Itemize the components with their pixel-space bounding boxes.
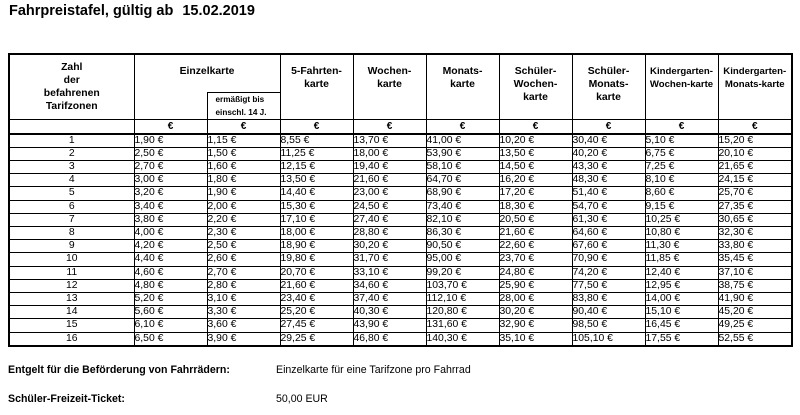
price-cell: 19,80 € <box>280 253 353 266</box>
footer-freizeit-value: 50,00 EUR <box>276 393 328 405</box>
price-cell: 20,70 € <box>280 266 353 279</box>
price-cell: 17,10 € <box>280 213 353 226</box>
price-cell: 70,90 € <box>572 253 645 266</box>
price-cell: 3,00 € <box>134 174 207 187</box>
price-cell: 73,40 € <box>426 200 499 213</box>
header-5-fahrtenkarte-text: 5-Fahrten-karte <box>291 66 342 90</box>
price-cell: 7,25 € <box>645 160 718 173</box>
price-cell: 27,40 € <box>353 213 426 226</box>
table-row <box>9 253 792 266</box>
header-einzelkarte-blank <box>134 92 207 119</box>
price-cell: 8,60 € <box>645 187 718 200</box>
price-cell: 33,10 € <box>353 266 426 279</box>
price-cell: 54,70 € <box>572 200 645 213</box>
zone-cell: 12 <box>9 279 134 292</box>
price-cell: 24,15 € <box>718 174 792 187</box>
zone-cell: 1 <box>9 134 134 148</box>
price-cell: 11,30 € <box>645 240 718 253</box>
price-cell: 51,40 € <box>572 187 645 200</box>
zone-cell: 2 <box>9 147 134 160</box>
price-cell: 30,40 € <box>572 134 645 148</box>
price-cell: 3,30 € <box>207 306 280 319</box>
price-cell: 24,50 € <box>353 200 426 213</box>
price-cell: 5,60 € <box>134 306 207 319</box>
table-row <box>9 200 792 213</box>
header-wochenkarte <box>353 54 426 119</box>
currency-cell: € <box>280 119 353 134</box>
price-cell: 31,70 € <box>353 253 426 266</box>
price-cell: 18,00 € <box>353 147 426 160</box>
price-cell: 34,60 € <box>353 279 426 292</box>
price-cell: 20,50 € <box>499 213 572 226</box>
price-cell: 33,80 € <box>718 240 792 253</box>
price-cell: 4,20 € <box>134 240 207 253</box>
currency-cell: € <box>718 119 792 134</box>
price-cell: 43,30 € <box>572 160 645 173</box>
price-cell: 90,40 € <box>572 306 645 319</box>
price-cell: 5,10 € <box>645 134 718 148</box>
price-cell: 82,10 € <box>426 213 499 226</box>
price-cell: 21,60 € <box>280 279 353 292</box>
price-cell: 4,80 € <box>134 279 207 292</box>
price-cell: 103,70 € <box>426 279 499 292</box>
price-cell: 2,50 € <box>134 147 207 160</box>
zone-cell: 3 <box>9 160 134 173</box>
price-cell: 10,80 € <box>645 226 718 239</box>
price-cell: 40,30 € <box>353 306 426 319</box>
price-cell: 20,10 € <box>718 147 792 160</box>
header-zones-line2: der <box>63 74 80 86</box>
price-cell: 67,60 € <box>572 240 645 253</box>
currency-cell: € <box>426 119 499 134</box>
price-cell: 35,10 € <box>499 332 572 346</box>
price-cell: 6,10 € <box>134 319 207 332</box>
price-cell: 3,40 € <box>134 200 207 213</box>
price-cell: 15,10 € <box>645 306 718 319</box>
price-cell: 2,60 € <box>207 253 280 266</box>
price-cell: 19,40 € <box>353 160 426 173</box>
zone-cell: 5 <box>9 187 134 200</box>
currency-cell: € <box>572 119 645 134</box>
header-zones-line1: Zahl <box>61 61 83 73</box>
table-row <box>9 292 792 305</box>
price-cell: 15,20 € <box>718 134 792 148</box>
price-cell: 86,30 € <box>426 226 499 239</box>
price-cell: 28,80 € <box>353 226 426 239</box>
table-row <box>9 226 792 239</box>
price-cell: 3,20 € <box>134 187 207 200</box>
currency-zone-blank <box>9 119 134 134</box>
zone-cell: 15 <box>9 319 134 332</box>
price-cell: 18,30 € <box>499 200 572 213</box>
footer-fahrrad-value: Einzelkarte für eine Tarifzone pro Fahrrad <box>276 364 471 376</box>
price-cell: 53,90 € <box>426 147 499 160</box>
price-cell: 2,50 € <box>207 240 280 253</box>
zone-cell: 9 <box>9 240 134 253</box>
currency-cell: € <box>499 119 572 134</box>
price-cell: 83,80 € <box>572 292 645 305</box>
price-cell: 74,20 € <box>572 266 645 279</box>
price-cell: 14,40 € <box>280 187 353 200</box>
price-cell: 12,40 € <box>645 266 718 279</box>
price-cell: 41,00 € <box>426 134 499 148</box>
price-cell: 15,30 € <box>280 200 353 213</box>
header-schueler-wochenkarte-text: Schüler-Wochen-karte <box>513 66 558 103</box>
price-cell: 21,60 € <box>499 226 572 239</box>
price-cell: 10,20 € <box>499 134 572 148</box>
zone-cell: 8 <box>9 226 134 239</box>
price-cell: 21,65 € <box>718 160 792 173</box>
price-cell: 4,00 € <box>134 226 207 239</box>
price-cell: 18,00 € <box>280 226 353 239</box>
currency-row <box>9 119 792 134</box>
footer-freizeit-label: Schüler-Freizeit-Ticket: <box>8 393 125 405</box>
price-cell: 131,60 € <box>426 319 499 332</box>
price-cell: 2,80 € <box>207 279 280 292</box>
price-cell: 64,70 € <box>426 174 499 187</box>
price-cell: 99,20 € <box>426 266 499 279</box>
header-einzelkarte: Einzelkarte <box>134 54 280 92</box>
price-cell: 6,75 € <box>645 147 718 160</box>
price-cell: 1,90 € <box>134 134 207 148</box>
price-cell: 35,45 € <box>718 253 792 266</box>
price-cell: 28,00 € <box>499 292 572 305</box>
currency-cell: € <box>645 119 718 134</box>
zone-cell: 16 <box>9 332 134 346</box>
price-cell: 1,50 € <box>207 147 280 160</box>
price-cell: 3,80 € <box>134 213 207 226</box>
price-cell: 22,60 € <box>499 240 572 253</box>
table-row <box>9 160 792 173</box>
header-schueler-monatskarte-text: Schüler-Monats-karte <box>587 66 630 103</box>
fare-table <box>8 53 793 347</box>
table-row <box>9 147 792 160</box>
price-cell: 98,50 € <box>572 319 645 332</box>
price-cell: 27,45 € <box>280 319 353 332</box>
zone-cell: 6 <box>9 200 134 213</box>
price-cell: 2,70 € <box>207 266 280 279</box>
header-schueler-monatskarte <box>572 54 645 119</box>
table-row <box>9 332 792 346</box>
price-cell: 32,30 € <box>718 226 792 239</box>
price-cell: 41,90 € <box>718 292 792 305</box>
price-cell: 13,70 € <box>353 134 426 148</box>
price-cell: 4,40 € <box>134 253 207 266</box>
price-cell: 32,90 € <box>499 319 572 332</box>
price-cell: 25,20 € <box>280 306 353 319</box>
price-cell: 9,15 € <box>645 200 718 213</box>
price-cell: 27,35 € <box>718 200 792 213</box>
header-monatskarte <box>426 54 499 119</box>
price-cell: 40,20 € <box>572 147 645 160</box>
table-row <box>9 134 792 148</box>
table-row <box>9 306 792 319</box>
price-cell: 77,50 € <box>572 279 645 292</box>
title-text: Fahrpreistafel, gültig ab <box>9 3 174 19</box>
price-cell: 105,10 € <box>572 332 645 346</box>
price-cell: 58,10 € <box>426 160 499 173</box>
zone-cell: 11 <box>9 266 134 279</box>
table-row <box>9 319 792 332</box>
price-cell: 30,65 € <box>718 213 792 226</box>
price-cell: 8,10 € <box>645 174 718 187</box>
price-cell: 30,20 € <box>499 306 572 319</box>
price-cell: 2,70 € <box>134 160 207 173</box>
price-cell: 8,55 € <box>280 134 353 148</box>
price-cell: 37,10 € <box>718 266 792 279</box>
price-cell: 13,50 € <box>280 174 353 187</box>
price-cell: 95,00 € <box>426 253 499 266</box>
price-cell: 14,00 € <box>645 292 718 305</box>
price-cell: 18,90 € <box>280 240 353 253</box>
price-cell: 43,90 € <box>353 319 426 332</box>
price-cell: 25,90 € <box>499 279 572 292</box>
price-cell: 2,20 € <box>207 213 280 226</box>
title-date: 15.02.2019 <box>182 3 255 19</box>
header-zones-line3: befahrenen <box>43 87 100 99</box>
price-cell: 61,30 € <box>572 213 645 226</box>
header-schueler-wochenkarte <box>499 54 572 119</box>
price-cell: 11,85 € <box>645 253 718 266</box>
price-cell: 37,40 € <box>353 292 426 305</box>
header-ermaessigt-text: ermäßigt bis einschl. 14 J. <box>215 94 267 117</box>
price-cell: 12,95 € <box>645 279 718 292</box>
zone-cell: 13 <box>9 292 134 305</box>
price-cell: 90,50 € <box>426 240 499 253</box>
header-kindergarten-wochenkarte-text: Kindergarten-Wochen-karte <box>649 66 714 90</box>
price-cell: 4,60 € <box>134 266 207 279</box>
footer-fahrrad-label: Entgelt für die Beförderung von Fahrrädern: <box>8 364 230 376</box>
price-cell: 52,55 € <box>718 332 792 346</box>
price-cell: 30,20 € <box>353 240 426 253</box>
price-cell: 29,25 € <box>280 332 353 346</box>
price-cell: 45,20 € <box>718 306 792 319</box>
currency-cell: € <box>134 119 207 134</box>
price-cell: 64,60 € <box>572 226 645 239</box>
header-zones <box>9 54 134 119</box>
price-cell: 16,45 € <box>645 319 718 332</box>
price-cell: 1,15 € <box>207 134 280 148</box>
table-row <box>9 187 792 200</box>
price-cell: 24,80 € <box>499 266 572 279</box>
table-row <box>9 279 792 292</box>
price-cell: 46,80 € <box>353 332 426 346</box>
price-cell: 1,90 € <box>207 187 280 200</box>
price-cell: 49,25 € <box>718 319 792 332</box>
price-cell: 2,30 € <box>207 226 280 239</box>
zone-cell: 10 <box>9 253 134 266</box>
currency-cell: € <box>353 119 426 134</box>
price-cell: 3,90 € <box>207 332 280 346</box>
header-monatskarte-text: Monats-karte <box>442 66 483 90</box>
price-cell: 12,15 € <box>280 160 353 173</box>
price-cell: 38,75 € <box>718 279 792 292</box>
price-cell: 6,50 € <box>134 332 207 346</box>
price-cell: 48,30 € <box>572 174 645 187</box>
price-cell: 13,50 € <box>499 147 572 160</box>
page-title <box>9 3 255 19</box>
header-5-fahrtenkarte <box>280 54 353 119</box>
price-cell: 23,00 € <box>353 187 426 200</box>
header-kindergarten-monatskarte <box>718 54 792 119</box>
price-cell: 14,50 € <box>499 160 572 173</box>
price-cell: 2,00 € <box>207 200 280 213</box>
header-kindergarten-monatskarte-text: Kindergarten-Monats-karte <box>723 66 787 90</box>
table-row <box>9 174 792 187</box>
table-row <box>9 213 792 226</box>
price-cell: 140,30 € <box>426 332 499 346</box>
price-cell: 1,80 € <box>207 174 280 187</box>
price-cell: 23,70 € <box>499 253 572 266</box>
price-cell: 23,40 € <box>280 292 353 305</box>
header-zones-line4: Tarifzonen <box>45 100 98 112</box>
price-cell: 10,25 € <box>645 213 718 226</box>
table-row <box>9 240 792 253</box>
price-cell: 25,70 € <box>718 187 792 200</box>
price-cell: 1,60 € <box>207 160 280 173</box>
fare-table-body <box>9 134 792 346</box>
price-cell: 3,60 € <box>207 319 280 332</box>
zone-cell: 4 <box>9 174 134 187</box>
price-cell: 11,25 € <box>280 147 353 160</box>
header-kindergarten-wochenkarte <box>645 54 718 119</box>
zone-cell: 7 <box>9 213 134 226</box>
price-cell: 112,10 € <box>426 292 499 305</box>
header-einzelkarte-ermaessigt <box>207 92 280 119</box>
price-cell: 17,55 € <box>645 332 718 346</box>
table-row <box>9 266 792 279</box>
price-cell: 68,90 € <box>426 187 499 200</box>
currency-cell: € <box>207 119 280 134</box>
price-cell: 3,10 € <box>207 292 280 305</box>
zone-cell: 14 <box>9 306 134 319</box>
header-wochenkarte-text: Wochen-karte <box>367 66 412 90</box>
price-cell: 16,20 € <box>499 174 572 187</box>
price-cell: 120,80 € <box>426 306 499 319</box>
price-cell: 17,20 € <box>499 187 572 200</box>
price-cell: 21,60 € <box>353 174 426 187</box>
price-cell: 5,20 € <box>134 292 207 305</box>
